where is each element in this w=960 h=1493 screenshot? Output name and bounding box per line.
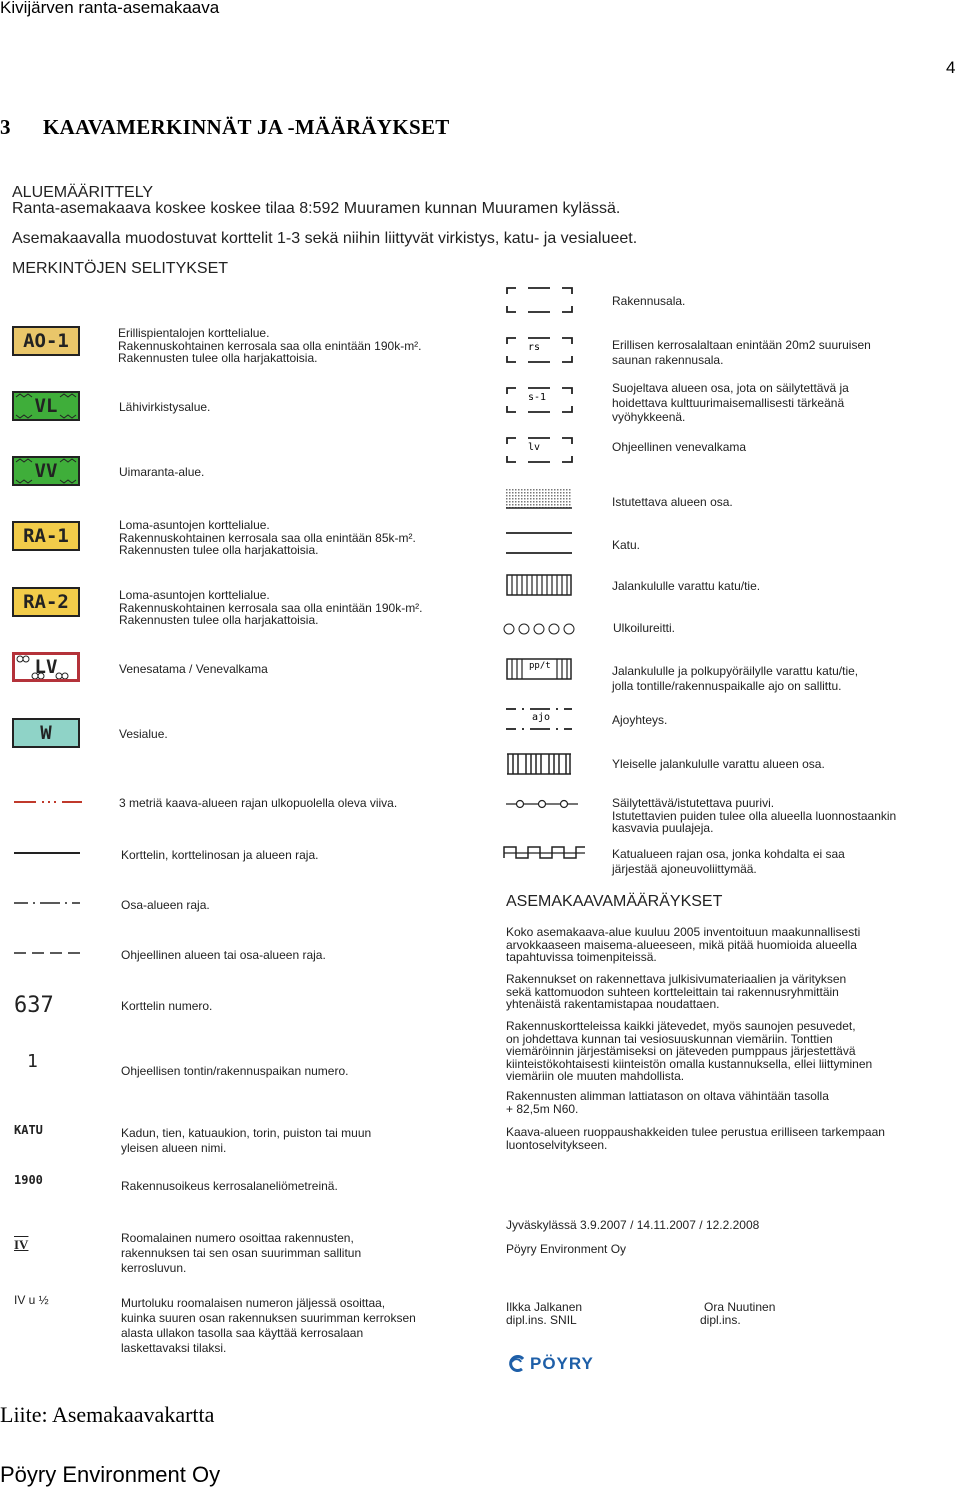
street-name-symbol: KATU [14, 1123, 43, 1137]
planting-area-symbol [506, 486, 574, 510]
section-title: KAAVAMERKINNÄT JA -MÄÄRÄYKSET [43, 115, 450, 139]
fraction-symbol: IV u ½ [14, 1293, 49, 1307]
document-header-title: Kivijärven ranta-asemakaava [0, 0, 220, 17]
legend-heading: MERKINTÖJEN SELITYKSET [12, 260, 229, 277]
poyry-logo: PÖYRY [508, 1354, 594, 1374]
page-number: 4 [946, 58, 956, 77]
pedestrian-street-symbol [506, 574, 574, 596]
street-description: Katu. [612, 538, 641, 552]
outer-line-symbol [14, 797, 82, 807]
zone-lv-symbol: LV [12, 652, 80, 682]
public-walkway-description: Yleiselle jalankululle varattu alueen osa. [612, 757, 825, 771]
zone-vl-symbol: VL [12, 391, 80, 421]
zone-lv-description: Venesatama / Venevalkama [119, 662, 268, 676]
zone-ao1-symbol: AO-1 [12, 326, 80, 356]
zone-ra2-symbol: RA-2 [12, 587, 80, 617]
boat-area-description: Ohjeellinen venevalkama [612, 440, 747, 454]
plot-number-description: Ohjeellisen tontin/rakennuspaikan numero. [121, 1064, 349, 1078]
fraction-description: Murtoluku roomalaisen numeron jäljessä osoittaa, kuinka suuren osan rakennuksen suurimman kerroksen alasta ullakon tasolla saa käyttää kerrosalaan laskettavaksi tilaksi. [121, 1296, 416, 1355]
zone-ra1-description: Loma-asuntojen korttelialue. Rakennuskohtainen kerrosala saa olla enintään 85k-m². Rakennusten tulee olla harjakattoisia. [119, 518, 416, 557]
signer-2: Ora Nuutinen dipl.ins. [700, 1300, 776, 1327]
subarea-border-description: Osa-alueen raja. [121, 898, 210, 912]
subarea-border-symbol [14, 898, 82, 908]
public-walkway-symbol [506, 753, 574, 775]
zone-vl-description: Lähivirkistysalue. [119, 400, 211, 414]
outer-line-description: 3 metriä kaava-alueen rajan ulkopuolella oleva viiva. [119, 796, 398, 810]
no-access-border-symbol [503, 843, 587, 861]
zone-ao1-description: Erillispientalojen korttelialue. Rakennuskohtainen kerrosala saa olla enintään 190k-m². Rakennusten tulee olla harjakattoisia. [118, 326, 422, 365]
cycle-street-label: pp/t [529, 661, 551, 671]
tree-row-description: Säilytettävä/istutettava puurivi. Istutettavien puiden tulee olla alueella luonnostaankin kasvavia puulajeja. [612, 796, 897, 835]
maarays-paragraph-3: Rakennuskortteleissa kaikki jätevedet, myös saunojen pesuvedet, on johdettava kunnan tai vesiosuuskunnan viemäriin. Tonttien viemäröinnin järjestämiseksi on jäteveden pumppaus järjestettävä kiinteistökohtaisesti kiinteistön omalla kustannuksella, ellei liittyminen viemäriin ole muuten mahdollista. [506, 1019, 873, 1083]
cycle-street-description: Jalankululle ja polkupyöräilylle varattu katu/tie, jolla tontille/rakennuspaikalle ajo on sallittu. [612, 664, 859, 693]
document-footer: Pöyry Environment Oy [0, 1462, 221, 1487]
block-number-symbol: 637 [14, 993, 54, 1018]
block-border-symbol [14, 848, 82, 858]
company-name: Pöyry Environment Oy [506, 1242, 627, 1256]
plot-number-symbol: 1 [27, 1051, 38, 1072]
planting-area-description: Istutettava alueen osa. [612, 495, 733, 509]
roman-numeral-description: Roomalainen numero osoittaa rakennusten, rakennuksen tai sen osan suurimman sallitun kerrosluvun. [121, 1231, 362, 1275]
protected-area-description: Suojeltava alueen osa, jota on säilytettävä ja hoidettava kulttuurimaisemallisesti tärkeänä vyöhykkeenä. [612, 381, 849, 424]
building-area-symbol [506, 286, 574, 314]
poyry-logo-icon [508, 1354, 526, 1374]
sauna-area-label: rs [528, 342, 541, 353]
driveway-description: Ajoyhteys. [612, 713, 668, 727]
place-date: Jyväskylässä 3.9.2007 / 14.11.2007 / 12.2.2008 [506, 1218, 760, 1232]
alue-line2: Asemakaavalla muodostuvat korttelit 1-3 sekä niihin liittyvät virkistys, katu- ja vesialueet. [12, 230, 638, 247]
zone-ra2-description: Loma-asuntojen korttelialue. Rakennuskohtainen kerrosala saa olla enintään 190k-m². Rakennusten tulee olla harjakattoisia. [119, 588, 423, 627]
figure-caption: Liite: Asemakaavakartta [0, 1402, 215, 1427]
zone-vv-description: Uimaranta-alue. [119, 465, 205, 479]
sauna-area-description: Erillisen kerrosalaltaan enintään 20m2 suuruisen saunan rakennusala. [612, 338, 871, 367]
zone-w-description: Vesialue. [119, 727, 168, 741]
guideline-border-symbol [14, 948, 82, 958]
protected-area-label: s-1 [528, 392, 547, 403]
maarays-paragraph-2: Rakennukset on rakennettava julkisivumateriaalien ja värityksen sekä kattomuodon suhteen kortteleittain tai rakennusryhmittäin yhtenäistä rakentamistapaa noudattaen. [506, 972, 847, 1011]
maarays-paragraph-1: Koko asemakaava-alue kuuluu 2005 inventoituun maakunnallisesti arvokkaaseen maisema-alueeseen, mikä pitää huomioida alueella tapahtuvissa toimenpiteissä. [506, 925, 861, 964]
block-border-description: Korttelin, korttelinosan ja alueen raja. [121, 848, 319, 862]
tree-row-symbol [506, 797, 580, 811]
pedestrian-street-description: Jalankululle varattu katu/tie. [612, 579, 761, 593]
outdoor-route-symbol [503, 622, 581, 636]
roman-numeral-symbol: IV [14, 1237, 29, 1252]
boat-area-label: lv [528, 442, 541, 453]
outdoor-route-description: Ulkoilureitti. [613, 621, 676, 635]
no-access-border-description: Katualueen rajan osa, jonka kohdalta ei saa järjestää ajoneuvoliittymää. [612, 847, 845, 876]
alue-line1: Ranta-asemakaava koskee koskee tilaa 8:592 Muuramen kunnan Muuramen kylässä. [12, 200, 621, 217]
block-number-description: Korttelin numero. [121, 999, 213, 1013]
floor-area-symbol: 1900 [14, 1173, 43, 1187]
street-name-description: Kadun, tien, katuaukion, torin, puiston tai muun yleisen alueen nimi. [121, 1126, 372, 1155]
building-area-description: Rakennusala. [612, 294, 686, 308]
zone-ra1-symbol: RA-1 [12, 521, 80, 551]
maarays-paragraph-4: Rakennusten alimman lattiatason on oltava vähintään tasolla + 82,5m N60. [506, 1089, 829, 1116]
floor-area-description: Rakennusoikeus kerrosalaneliömetreinä. [121, 1179, 338, 1193]
section-number: 3 [0, 115, 11, 139]
driveway-label: ajo [532, 712, 551, 723]
zone-w-symbol: W [12, 718, 80, 748]
maarays-paragraph-5: Kaava-alueen ruoppaushakkeiden tulee perustua erilliseen tarkempaan luontoselvitykseen. [506, 1125, 885, 1152]
street-symbol [506, 530, 574, 556]
zone-vv-symbol: VV [12, 456, 80, 486]
guideline-border-description: Ohjeellinen alueen tai osa-alueen raja. [121, 948, 326, 962]
maaraykset-heading: ASEMAKAAVAMÄÄRÄYKSET [506, 893, 723, 910]
signer-1: Ilkka Jalkanen dipl.ins. SNIL [506, 1300, 583, 1327]
alue-heading: ALUEMÄÄRITTELY [12, 184, 154, 201]
